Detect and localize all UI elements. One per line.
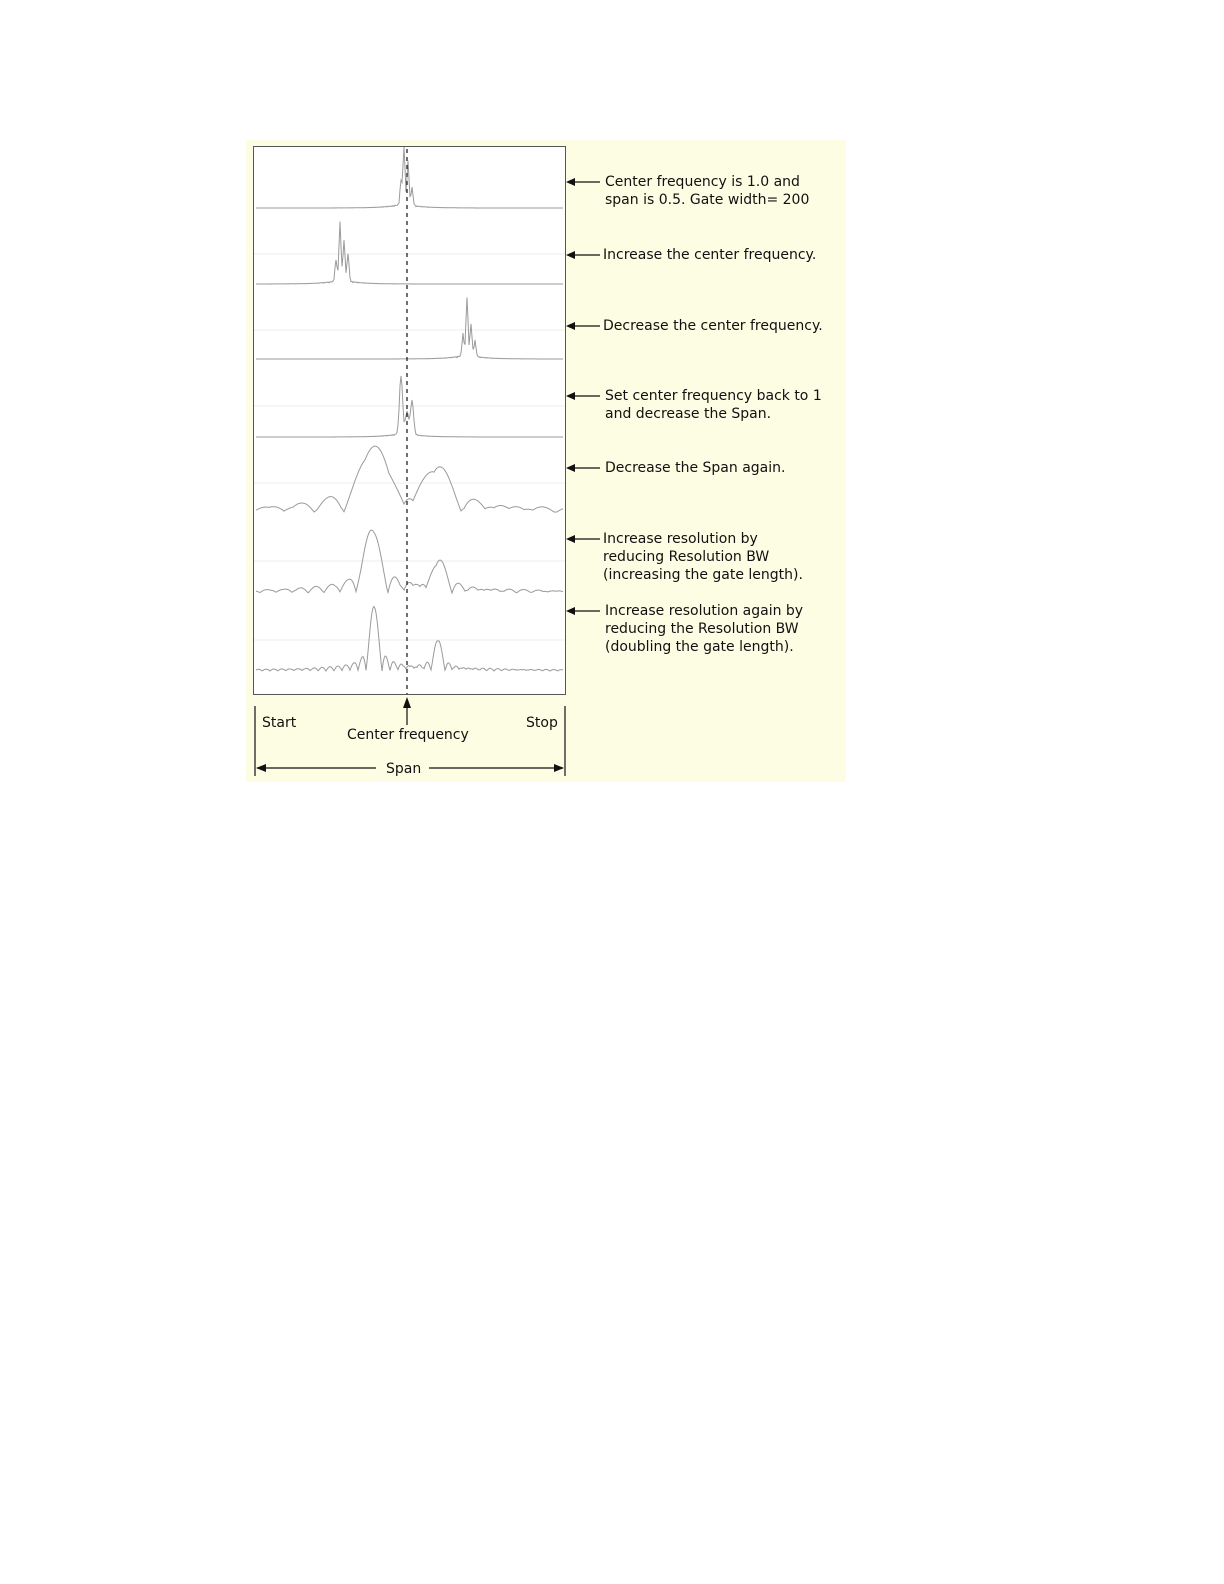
arrow-left-icon [566,463,600,473]
arrow-left-icon [566,534,600,544]
annotation-text: Increase the center frequency. [603,247,817,263]
annotation-6 [566,531,846,588]
annotation-text: Increase resolution again by reducing the Resolution BW (doubling the gate length). [605,603,804,655]
arrow-left-icon [566,391,600,401]
annotation-text: Center frequency is 1.0 and span is 0.5. Gate width= 200 [605,174,810,208]
arrow-left-icon [566,177,600,187]
spectrum-trace-1 [256,147,563,208]
display-screen [253,146,566,695]
annotation-5 [566,460,846,517]
annotation-text: Decrease the Span again. [605,460,786,476]
annotation-7 [566,603,846,660]
annotation-text: Set center frequency back to 1 and decrease the Span. [605,388,822,422]
arrow-left-icon [566,321,600,331]
frequency-axis [246,694,576,782]
trace-area [254,147,565,694]
spectrum-trace-3 [256,297,563,359]
start-label: Start [262,715,297,731]
annotation-text: Increase resolution by reducing Resolution BW (increasing the gate length). [603,531,803,583]
spectrum-trace-5 [256,446,563,512]
annotation-2 [566,248,846,302]
annotation-4 [566,388,846,445]
annotation-1 [566,173,846,227]
arrow-left-icon [566,606,600,616]
center-frequency-label: Center frequency [347,727,469,743]
annotation-text: Decrease the center frequency. [603,318,823,334]
stop-label: Stop [526,715,558,731]
spectrum-figure [246,140,846,782]
spectrum-trace-7 [256,607,563,672]
span-label: Span [386,761,422,777]
spectrum-trace-6 [256,530,563,593]
arrow-left-icon [566,250,600,260]
spectrum-trace-2 [256,222,563,284]
annotation-3 [566,319,846,373]
